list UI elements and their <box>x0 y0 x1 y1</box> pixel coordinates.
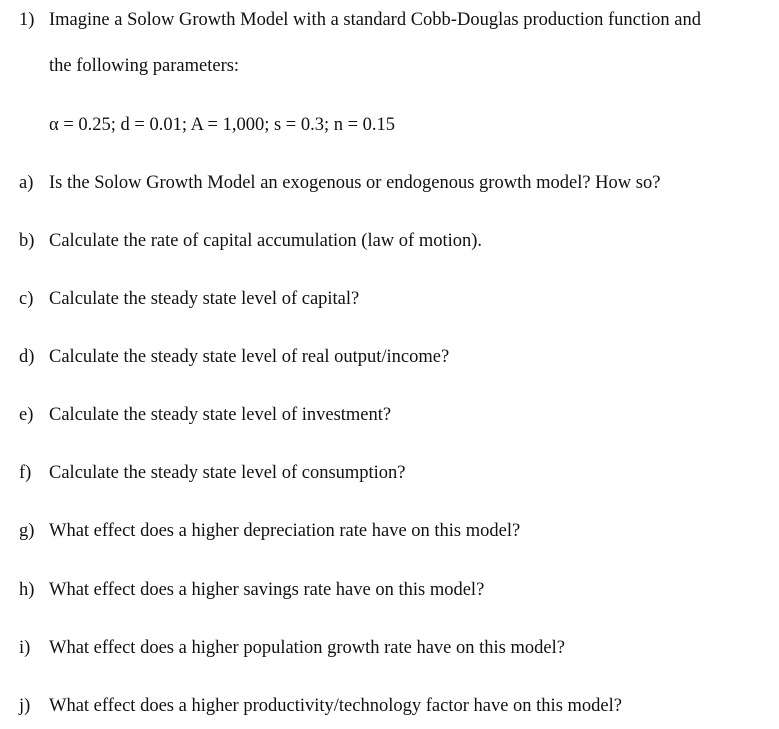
part-label: i) <box>19 638 31 658</box>
part-text: Calculate the steady state level of investment? <box>49 405 392 425</box>
part-label: c) <box>19 289 34 309</box>
part-text: What effect does a higher productivity/technology factor have on this model? <box>49 696 622 716</box>
part-label: b) <box>19 231 35 251</box>
part-text: Calculate the steady state level of real output/income? <box>49 347 450 367</box>
parameters-text: α = 0.25; d = 0.01; A = 1,000; s = 0.3; n = 0.15 <box>49 115 396 135</box>
part-text: What effect does a higher depreciation rate have on this model? <box>49 521 521 541</box>
part-label: h) <box>19 580 35 600</box>
part-text: Is the Solow Growth Model an exogenous or endogenous growth model? How so? <box>49 173 661 193</box>
part-label: g) <box>19 521 35 541</box>
part-text: Calculate the steady state level of capital? <box>49 289 360 309</box>
part-label: f) <box>19 463 32 483</box>
part-label: d) <box>19 347 35 367</box>
part-text: Calculate the rate of capital accumulation (law of motion). <box>49 231 483 251</box>
question-intro-continuation: the following parameters: <box>49 56 240 76</box>
part-text: What effect does a higher savings rate have on this model? <box>49 580 485 600</box>
part-label: j) <box>19 696 31 716</box>
part-text: What effect does a higher population growth rate have on this model? <box>49 638 565 658</box>
question-intro-text: Imagine a Solow Growth Model with a standard Cobb-Douglas production function and <box>49 10 702 30</box>
part-label: e) <box>19 405 34 425</box>
part-label: a) <box>19 173 34 193</box>
part-text: Calculate the steady state level of consumption? <box>49 463 406 483</box>
question-number: 1) <box>19 10 35 30</box>
